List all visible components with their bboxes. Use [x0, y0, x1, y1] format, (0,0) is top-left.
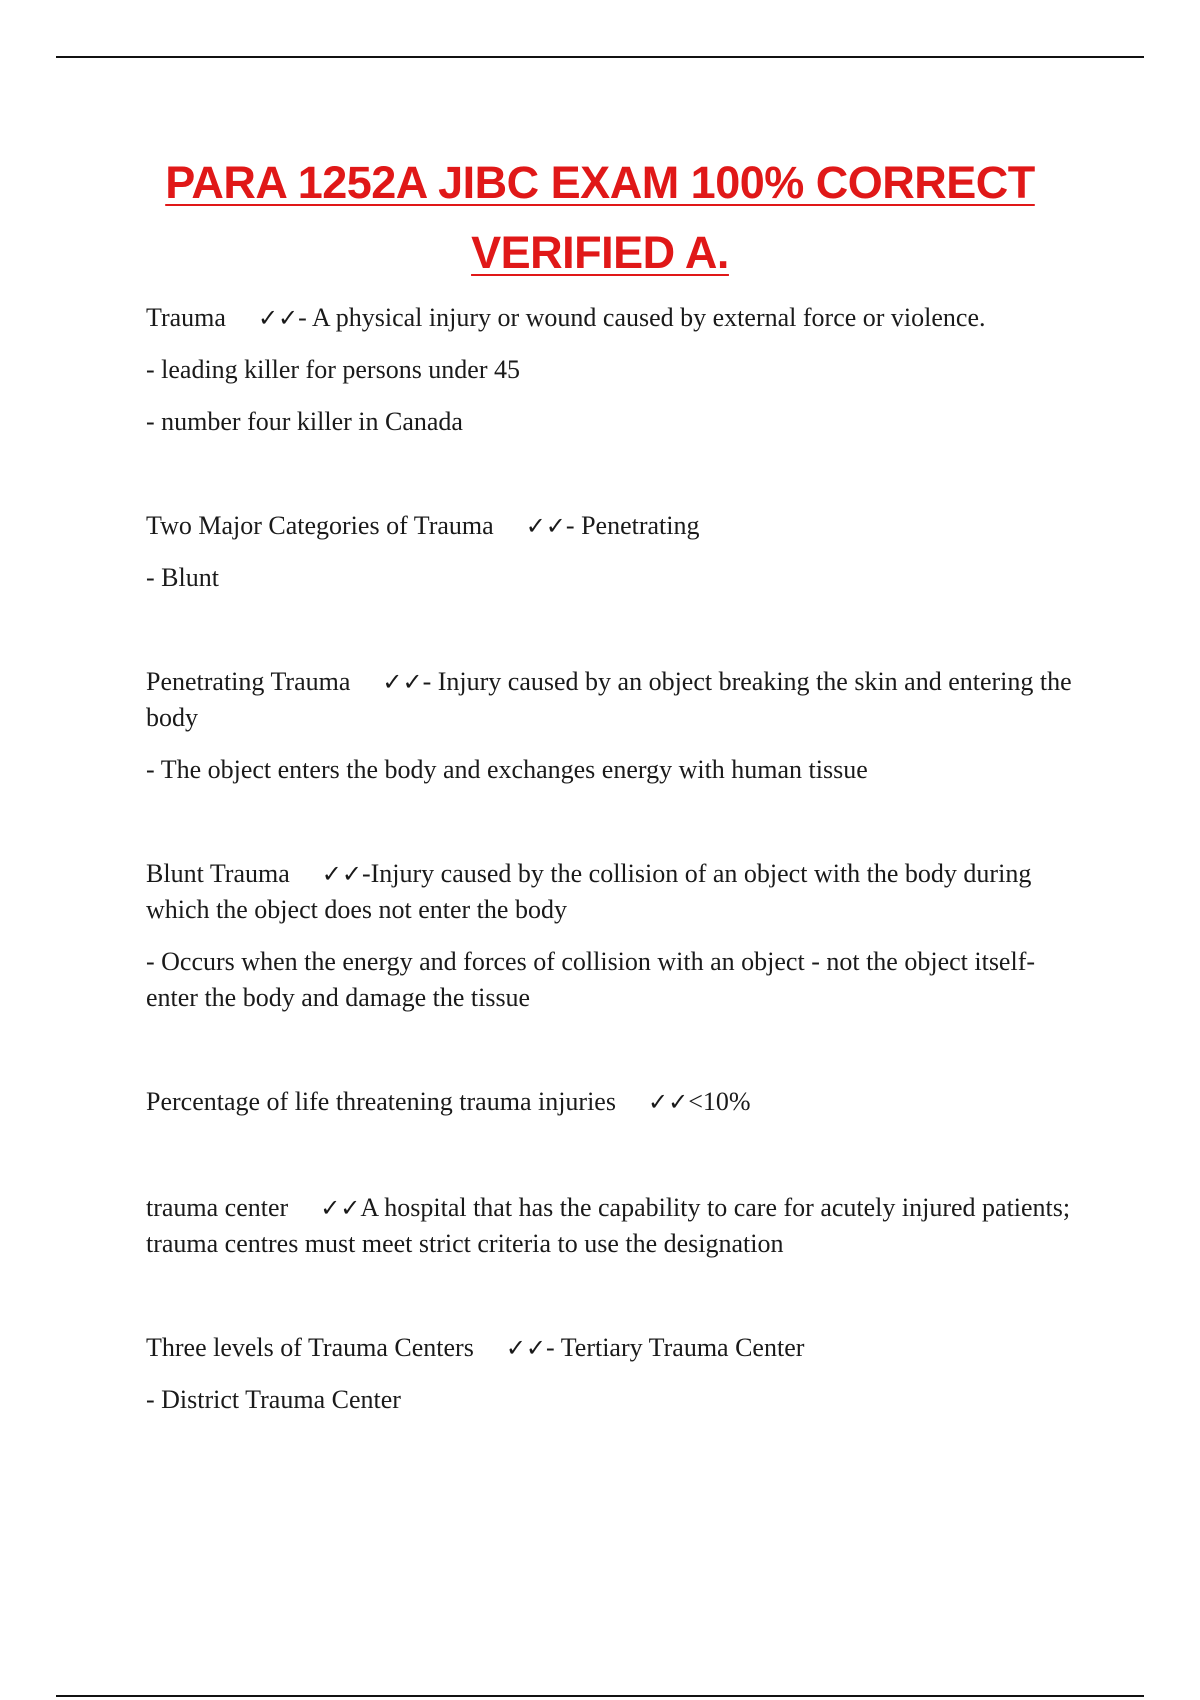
card-answer: - Tertiary Trauma Center — [546, 1333, 805, 1362]
card-spacer — [146, 440, 1076, 508]
card-term: Trauma — [146, 303, 226, 332]
card-answer: <10% — [688, 1087, 751, 1116]
card-question — [146, 1190, 1076, 1262]
card-term: Percentage of life threatening trauma injuries — [146, 1087, 616, 1116]
flashcard-penetrating-trauma — [146, 664, 1076, 788]
card-term: Blunt Trauma — [146, 859, 290, 888]
double-check-icon: ✓✓ — [321, 860, 362, 888]
flashcard-major-categories — [146, 508, 1076, 596]
card-question — [146, 300, 1076, 336]
card-spacer — [146, 1016, 1076, 1084]
card-subpoint: - District Trauma Center — [146, 1385, 401, 1414]
double-check-icon: ✓✓ — [505, 1334, 547, 1362]
flashcard-trauma — [146, 300, 1076, 440]
card-subpoint: - Occurs when the energy and forces of collision with an object - not the object itself- enter the body and damage the tissue — [146, 947, 1036, 1012]
title-line-2: VERIFIED A. — [471, 227, 729, 278]
card-term: Two Major Categories of Trauma — [146, 511, 494, 540]
card-question — [146, 664, 1076, 736]
card-answer: - A physical injury or wound caused by external force or violence. — [298, 303, 986, 332]
flashcard-life-threatening-percentage — [146, 1084, 1076, 1120]
flashcard-blunt-trauma — [146, 856, 1076, 1016]
flashcard-list — [146, 300, 1076, 1418]
card-answer: - Injury caused by an object breaking the skin and entering the body — [146, 667, 1072, 732]
card-subpoint: - leading killer for persons under 45 — [146, 355, 521, 384]
card-spacer — [146, 596, 1076, 664]
double-check-icon: ✓✓ — [382, 668, 423, 696]
card-answer: -Injury caused by the collision of an object with the body during which the object does not enter the body — [146, 859, 1032, 924]
double-check-icon: ✓✓ — [647, 1088, 689, 1116]
double-check-icon: ✓✓ — [320, 1194, 361, 1222]
card-spacer — [146, 1262, 1076, 1330]
card-term: trauma center — [146, 1193, 289, 1222]
document-title — [0, 148, 1200, 288]
card-subpoint: - Blunt — [146, 563, 219, 592]
card-question — [146, 508, 1076, 544]
card-spacer — [146, 1120, 1076, 1190]
flashcard-trauma-center — [146, 1190, 1076, 1262]
card-answer: - Penetrating — [565, 511, 700, 540]
card-question — [146, 856, 1076, 928]
title-line-1: PARA 1252A JIBC EXAM 100% CORRECT — [165, 157, 1035, 208]
card-term: Penetrating Trauma — [146, 667, 351, 696]
top-rule — [56, 56, 1144, 58]
card-subpoint: - number four killer in Canada — [146, 407, 463, 436]
card-subpoint: - The object enters the body and exchanges energy with human tissue — [146, 755, 868, 784]
card-question — [146, 1084, 1076, 1120]
bottom-rule — [56, 1695, 1144, 1697]
card-spacer — [146, 788, 1076, 856]
flashcard-trauma-center-levels — [146, 1330, 1076, 1418]
double-check-icon: ✓✓ — [525, 512, 566, 540]
double-check-icon: ✓✓ — [257, 304, 299, 332]
card-term: Three levels of Trauma Centers — [146, 1333, 474, 1362]
card-answer: A hospital that has the capability to care for acutely injured patients; trauma centres must meet strict criteria to use the designation — [146, 1193, 1071, 1258]
card-question — [146, 1330, 1076, 1366]
